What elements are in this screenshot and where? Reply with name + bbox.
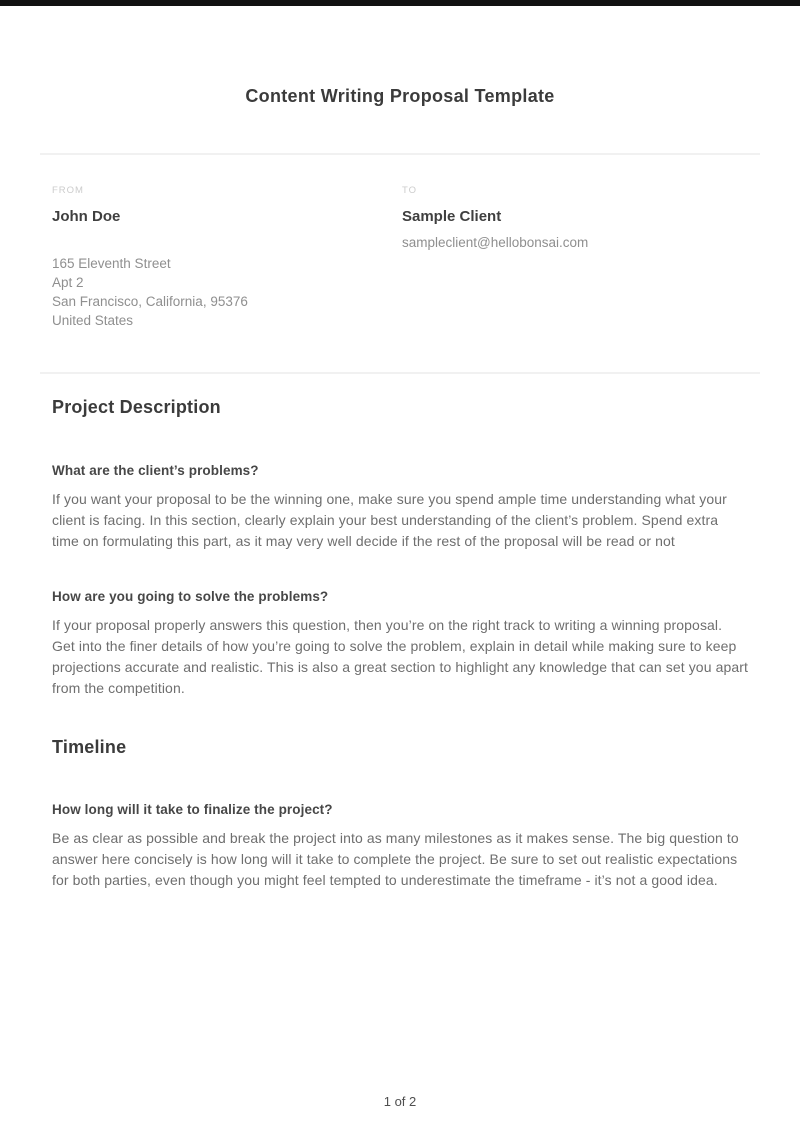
page-number: 1 of 2 [383,1094,417,1109]
header-divider [40,153,760,155]
address-line: Apt 2 [52,275,84,290]
qa-block-solve-problems [52,589,748,699]
address-line: United States [52,313,134,328]
document-title: Content Writing Proposal Template [245,86,555,106]
recipient-email: sampleclient@hellobonsai.com [402,235,589,250]
qa-block-client-problems [52,463,748,552]
address-line: 165 Eleventh Street [52,256,171,271]
from-label: FROM [52,185,84,196]
to-label: TO [402,185,418,196]
section-divider [40,372,760,374]
qa-answer: Be as clear as possible and break the project into as many milestones as it makes sense. The big question to answer here concisely is how long will it take to complete the project. Be sure to set out realistic expectations for both parties, even though you might feel tempted to underestimate the timeframe - it’s not a good idea. [52,830,739,888]
address-line: San Francisco, California, 95376 [52,294,248,309]
recipient-name: Sample Client [402,208,502,225]
qa-question: What are the client’s problems? [52,463,259,478]
sender-name: John Doe [52,208,121,225]
qa-answer: If your proposal properly answers this question, then you’re on the right track to writing a winning proposal. Get into the finer details of how you’re going to solve the problem, explain in detail while making sure to keep projections accurate and realistic. This is also a great section to highlight any knowledge that can set you apart from the competition. [52,617,748,696]
qa-question: How long will it take to finalize the project? [52,802,333,817]
section-heading-timeline: Timeline [52,737,127,757]
sender-address [52,254,402,330]
page-top-accent-bar [0,0,800,6]
recipient-block [402,186,748,330]
sender-block [52,186,402,330]
qa-block-finalize-project [52,802,748,891]
parties-section [52,186,748,330]
qa-question: How are you going to solve the problems? [52,589,329,604]
qa-answer: If you want your proposal to be the winning one, make sure you spend ample time understanding what your client is facing. In this section, clearly explain your best understanding of the client’s problem. Spend extra time on formulating this part, as it may very well decide if the rest of the proposal will be read or not [52,491,727,549]
section-heading-project-description: Project Description [52,397,221,417]
